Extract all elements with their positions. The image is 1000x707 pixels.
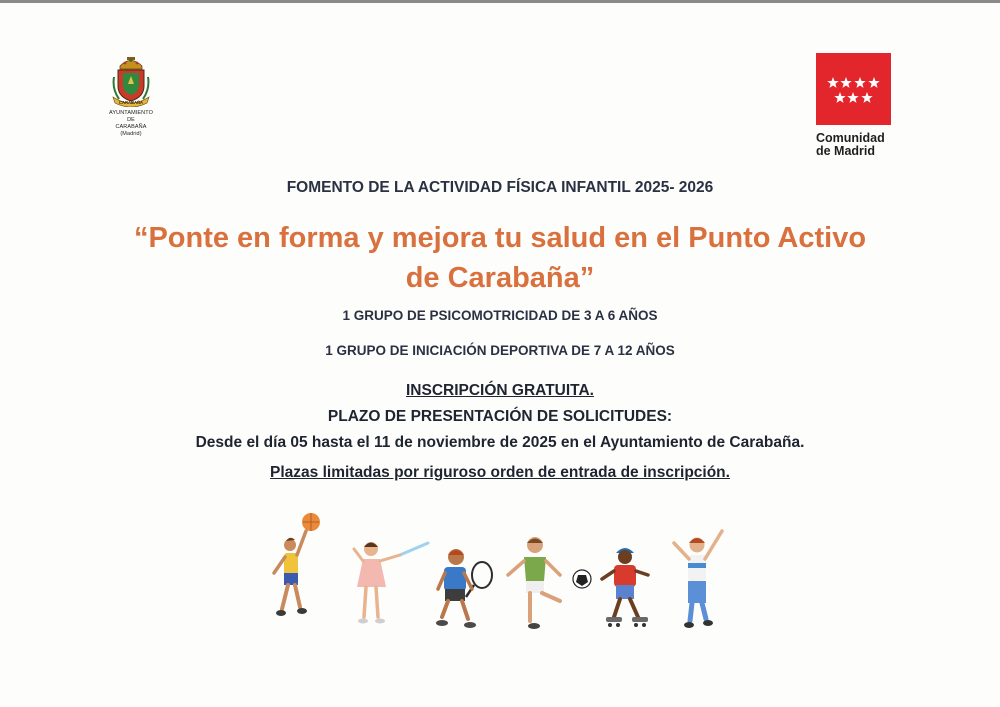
comunidad-de-madrid-logo [816,53,894,157]
star-icon [827,77,838,88]
group-iniciacion-deportiva: 1 GRUPO DE INICIACIÓN DEPORTIVA DE 7 A 12 AÑOS [325,343,675,358]
star-icon [840,77,851,88]
stars-icon [816,53,891,125]
crest-line-2: DE [127,117,135,123]
registration-dates: Desde el día 05 hasta el 11 de noviembre de 2025 en el Ayuntamiento de Carabaña. [195,434,805,451]
kid-jumping-icon [674,531,722,628]
children-sports-illustration [260,505,740,635]
deadline-heading: PLAZO DE PRESENTACIÓN DE SOLICITUDES: [327,408,673,425]
madrid-flag-icon [816,53,891,125]
program-title: FOMENTO DE LA ACTIVIDAD FÍSICA INFANTIL 2025- 2026 [286,179,714,196]
crest-line-3: CARABAÑA [115,124,147,130]
region-name-line-2: de Madrid [816,143,876,158]
region-name-line-1: Comunidad [816,131,885,145]
kid-football-icon [508,537,591,629]
kid-dancer-icon [354,542,428,624]
crest-banner-text: CARABAÑA [118,100,144,105]
kid-tennis-icon [436,549,492,628]
star-icon [868,77,879,88]
star-icon [861,92,872,103]
group-psicomotricidad: 1 GRUPO DE PSICOMOTRICIDAD DE 3 A 6 AÑOS [342,308,658,323]
headline-line-2: de Carabaña” [405,262,595,294]
headline [0,218,1000,298]
limited-places-note: Plazas limitadas por riguroso orden de entrada de inscripción. [270,464,730,481]
headline-line-1: “Ponte en forma y mejora tu salud en el Punto Activo [133,222,867,254]
free-registration: INSCRIPCIÓN GRATUITA. [405,382,594,399]
kid-basketball-icon [274,513,320,616]
star-icon [847,92,858,103]
carabana-crest-logo [104,55,158,138]
scan-top-edge [0,0,1000,3]
star-icon [854,77,865,88]
coat-of-arms-icon [111,55,151,107]
crest-line-1: AYUNTAMIENTO [109,110,153,116]
kid-skater-icon [602,548,648,627]
star-icon [834,92,845,103]
crest-line-4: (Madrid) [120,131,142,137]
